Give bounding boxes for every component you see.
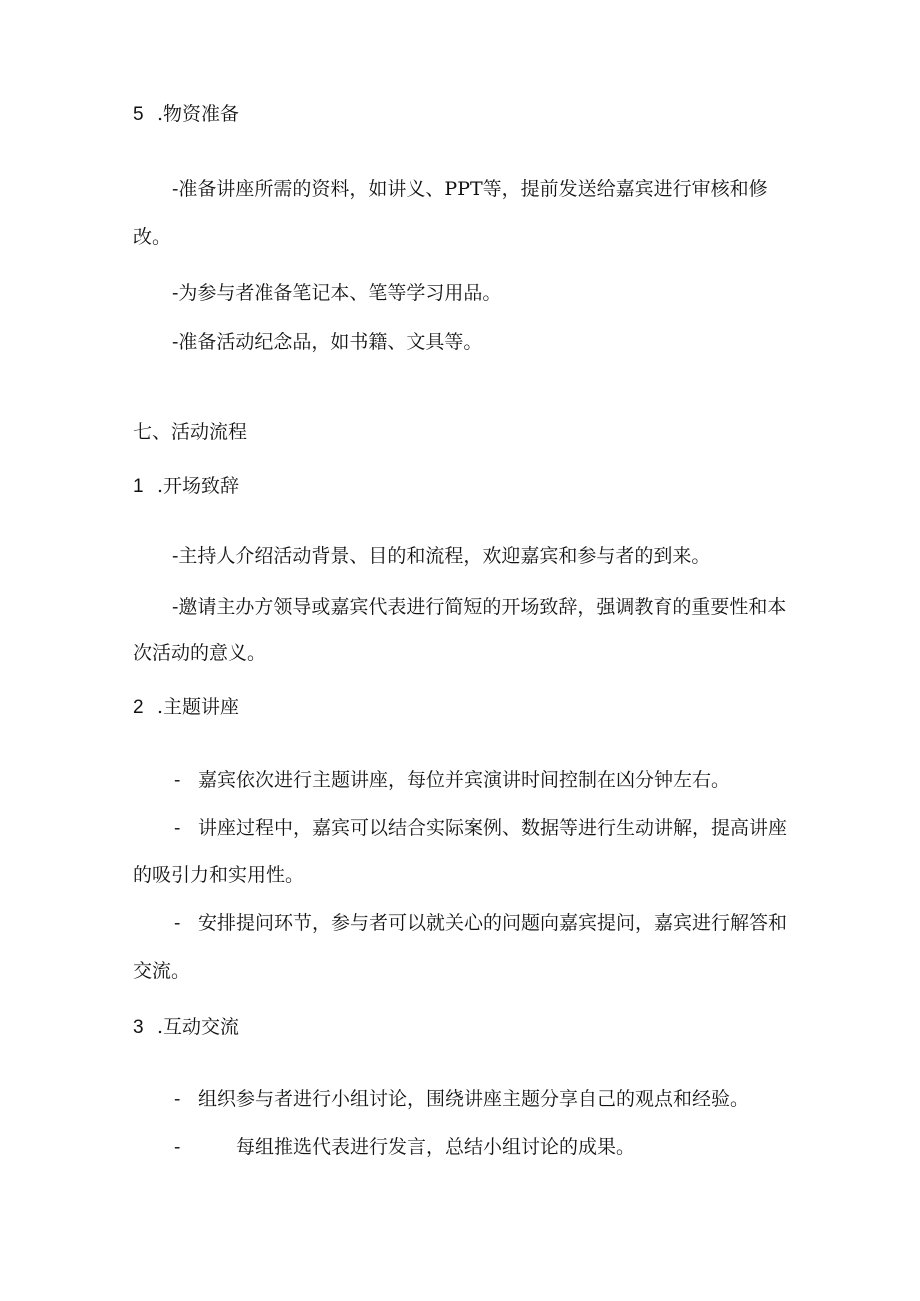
subsection-number: 1 bbox=[133, 476, 144, 497]
subsection-title: .互动交流 bbox=[157, 1016, 240, 1038]
item-text: 组织参与者进行小组讨论，围绕讲座主题分享自己的观点和经验。 bbox=[198, 1088, 750, 1110]
list-item bbox=[174, 815, 787, 841]
paragraph-item: -为参与者准备笔记本、笔等学习用品。 bbox=[172, 282, 502, 304]
list-item bbox=[174, 767, 730, 793]
paragraph-continuation: 交流。 bbox=[133, 960, 191, 982]
paragraph-item: -邀请主办方领导或嘉宾代表进行简短的开场致辞，强调教育的重要性和本 bbox=[172, 596, 787, 618]
paragraph-item: -准备讲座所需的资料，如讲义、PPT等，提前发送给嘉宾进行审核和修 bbox=[172, 178, 768, 200]
subsection-number: 2 bbox=[133, 697, 144, 718]
subsection-2-heading bbox=[133, 694, 239, 721]
dash-bullet: - bbox=[174, 1136, 181, 1158]
subsection-title: .开场致辞 bbox=[157, 475, 240, 497]
dash-bullet: - bbox=[174, 1088, 181, 1110]
chapter-title: 七、活动流程 bbox=[133, 422, 248, 443]
list-item bbox=[174, 1134, 635, 1160]
section-5-heading bbox=[133, 101, 239, 128]
dash-bullet: - bbox=[174, 769, 181, 791]
subsection-number: 3 bbox=[133, 1017, 144, 1038]
section-title: .物资准备 bbox=[157, 103, 240, 125]
list-item bbox=[174, 910, 787, 936]
dash-bullet: - bbox=[174, 912, 181, 934]
section-number: 5 bbox=[133, 104, 144, 125]
paragraph-continuation: 的吸引力和实用性。 bbox=[133, 864, 305, 886]
item-text: 安排提问环节，参与者可以就关心的问题向嘉宾提问，嘉宾进行解答和 bbox=[198, 912, 788, 934]
paragraph-item: -准备活动纪念品，如书籍、文具等。 bbox=[172, 331, 483, 353]
paragraph-item: -主持人介绍活动背景、目的和流程，欢迎嘉宾和参与者的到来。 bbox=[172, 545, 711, 567]
list-item bbox=[174, 1086, 749, 1112]
subsection-1-heading bbox=[133, 473, 239, 500]
subsection-title: .主题讲座 bbox=[157, 696, 240, 718]
dash-bullet: - bbox=[174, 817, 181, 839]
paragraph-continuation: 次活动的意义。 bbox=[133, 642, 267, 664]
subsection-3-heading bbox=[133, 1014, 239, 1041]
item-text: 每组推选代表进行发言，总结小组讨论的成果。 bbox=[236, 1136, 636, 1158]
item-text: 讲座过程中，嘉宾可以结合实际案例、数据等进行生动讲解，提高讲座 bbox=[198, 817, 788, 839]
paragraph-continuation: 改。 bbox=[133, 226, 172, 248]
item-text: 嘉宾依次进行主题讲座，每位并宾演讲时间控制在凶分钟左右。 bbox=[198, 769, 731, 791]
